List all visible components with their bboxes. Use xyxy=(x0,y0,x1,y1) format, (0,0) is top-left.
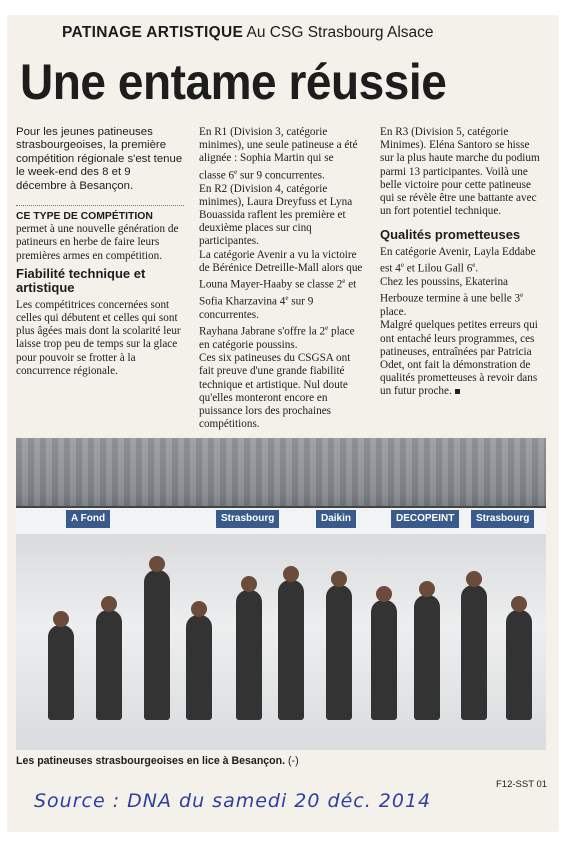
article-column-2 xyxy=(199,126,363,431)
subheading: Qualités prometteuses xyxy=(380,227,521,243)
body-paragraph: En R3 (Division 5, catégorie Minimes). Eléna Santoro se hisse sur la plus haute marche du podium parmi 13 participantes. Voilà une belle victoire pour cette patineuse qui se révèle être une battante avec un fort potentiel technique. xyxy=(380,126,540,218)
skater-figure xyxy=(186,615,212,720)
closing-text: Malgré quelques petites erreurs qui ont entaché leurs programmes, ces patineuses, entraînées par Patricia Odet, ont fait la démonstration de qualités prometteuses à revoir dans un futur proche. xyxy=(380,319,538,398)
handwritten-source-note: Source : DNA du samedi 20 déc. 2014 xyxy=(34,790,432,812)
skater-figure xyxy=(326,585,352,720)
article-column-1 xyxy=(16,126,184,378)
lede-caps: CE TYPE DE COMPÉTITION xyxy=(16,211,153,223)
page-reference: F12-SST 01 xyxy=(496,779,548,790)
body-paragraph xyxy=(16,210,184,263)
body-paragraph: Chez les poussins, Ekaterina Herbouze termine à une belle 3e place. xyxy=(380,276,524,319)
photo-credit: (-) xyxy=(288,755,299,767)
board-ad: A Fond xyxy=(66,510,110,528)
caption-text: Les patineuses strasbourgeoises en lice à Besançon. xyxy=(16,755,286,767)
body-paragraph: En catégorie Avenir, Layla Eddabe est 4e et Lilou Gall 6e. xyxy=(380,245,536,275)
body-paragraph xyxy=(380,319,544,398)
body-paragraph: La catégorie Avenir a vu la victoire de Bérénice Detreille-Mall alors que Louna Mayer-Haaby se classe 2e et Sofia Kharzavina 4e sur 9 concurrentes. xyxy=(199,248,363,321)
body-paragraph: Ces six patineuses du CSGSA ont fait preuve d'une grande fiabilité technique et artistique. Nul doute qu'elles monteront encore en puissance lors des prochaines compétitions. xyxy=(199,352,351,431)
subheading: Fiabilité technique et artistique xyxy=(16,265,146,296)
skater-figure xyxy=(506,610,532,720)
body-paragraph: Les compétitrices concernées sont celles qui débutent et celles qui sont plus âgées mais dont la scolarité leur laisse trop peu de temps sur la glace pour pouvoir se frotter à la concurrence régionale. xyxy=(16,298,181,377)
body-paragraph: En R1 (Division 3, catégorie minimes), une seule patineuse a été alignée : Sophia Martin qui se classe 6e sur 9 concurrentes. xyxy=(199,126,358,182)
article-column-3 xyxy=(380,126,544,399)
board-ad: DECOPEINT xyxy=(391,510,459,528)
skater-figure xyxy=(236,590,262,720)
team-photo xyxy=(16,438,546,750)
skater-figure xyxy=(96,610,122,720)
kicker xyxy=(62,24,542,42)
body-paragraph: Rayhana Jabrane s'offre la 2e place en catégorie poussins. xyxy=(199,324,355,351)
skater-figure xyxy=(414,595,440,720)
divider xyxy=(16,205,184,206)
intro-paragraph: Pour les jeunes patineuses strasbourgeoises, la première compétition régionale s'est tenue le week-end des 8 et 9 décembre à Besançon. xyxy=(16,126,183,192)
skater-figure xyxy=(48,625,74,720)
skater-figure xyxy=(144,570,170,720)
kicker-section: PATINAGE ARTISTIQUE xyxy=(62,24,244,41)
board-ad: Daikin xyxy=(316,510,356,528)
skater-figure xyxy=(461,585,487,720)
skater-figure xyxy=(371,600,397,720)
skater-figure xyxy=(278,580,304,720)
lede-text: permet à une nouvelle génération de patineurs en herbe de faire leurs premières armes en compétition. xyxy=(16,223,179,262)
headline: Une entame réussie xyxy=(20,54,447,110)
kicker-location: Au CSG Strasbourg Alsace xyxy=(246,24,434,41)
arena-stands xyxy=(16,438,546,508)
end-mark-icon xyxy=(455,389,460,394)
board-ad: Strasbourg xyxy=(216,510,279,528)
board-ad: Strasbourg xyxy=(471,510,534,528)
photo-caption xyxy=(16,755,299,767)
body-paragraph: En R2 (Division 4, catégorie minimes), Laura Dreyfuss et Lyna Bouassida raflent les première et deuxième places sur cinq participantes. xyxy=(199,182,353,248)
